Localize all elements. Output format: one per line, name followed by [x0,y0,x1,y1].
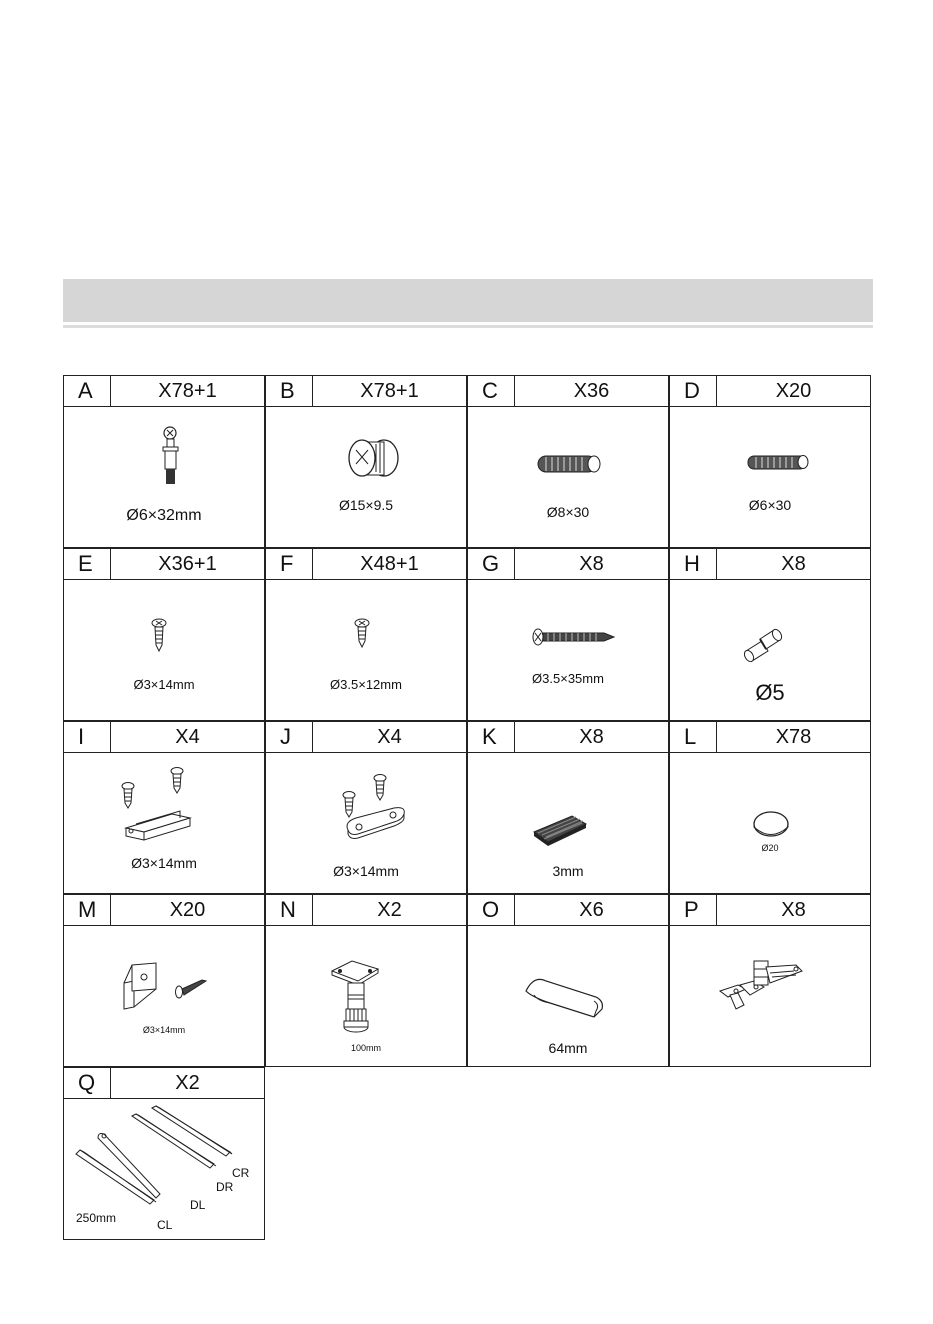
part-letter: G [468,549,515,579]
part-quantity: X20 [775,380,812,402]
part-letter: P [670,895,717,925]
part-e [63,548,265,721]
part-h [669,548,871,721]
part-f [265,548,467,721]
part-quantity: X8 [579,553,604,575]
part-quantity: X78+1 [158,380,217,402]
part-quantity: X8 [781,553,806,575]
part-size: Ø3.5×35mm [532,671,604,686]
part-k [467,721,669,894]
part-letter: L [670,722,717,752]
part-a [63,375,265,548]
part-quantity: X36 [573,380,610,402]
part-letter: Q [64,1068,111,1098]
part-q [63,1067,265,1240]
screw-icon [266,579,468,721]
part-l [669,721,871,894]
part-letter: B [266,376,313,406]
part-n [265,894,467,1067]
part-quantity: X20 [169,899,206,921]
part-quantity: X2 [175,1072,200,1094]
section-banner [63,279,873,322]
part-letter: I [64,722,111,752]
part-size: Ø3×14mm [142,1025,186,1035]
part-size: 100mm [350,1043,381,1053]
part-g [467,548,669,721]
part-quantity: X4 [377,726,402,748]
part-size: Ø5 [755,680,785,705]
part-d [669,375,871,548]
long-screw-icon [468,579,670,721]
part-size: Ø6×30 [748,497,792,513]
slide-label-dl: DL [190,1198,206,1212]
magnetic-catch-icon [64,752,266,894]
part-letter: F [266,549,313,579]
cover-cap-icon [670,752,872,894]
part-size: Ø8×30 [546,504,590,520]
bracket-icon [64,925,266,1067]
part-o [467,894,669,1067]
cam-lock-icon [266,406,468,548]
part-letter: N [266,895,313,925]
part-i [63,721,265,894]
part-letter: A [64,376,111,406]
part-p [669,894,871,1067]
slide-label-cl: CL [157,1218,173,1232]
part-size: Ø20 [761,843,779,853]
part-quantity: X2 [377,899,402,921]
part-m [63,894,265,1067]
part-letter: O [468,895,515,925]
part-size: Ø15×9.5 [338,497,394,513]
dowel-icon [670,406,872,548]
part-b [265,375,467,548]
banner-divider [63,325,873,328]
part-size: 64mm [548,1040,588,1056]
part-quantity: X4 [175,726,200,748]
part-letter: K [468,722,515,752]
part-size: 250mm [76,1211,117,1225]
part-letter: E [64,549,111,579]
part-quantity: X36+1 [158,553,217,575]
part-size: Ø3×14mm [131,855,197,871]
part-quantity: X78 [775,726,812,748]
hinge-icon [670,925,872,1067]
part-size: 3mm [552,863,584,879]
slide-label-cr: CR [232,1166,250,1180]
slide-label-dr: DR [216,1180,234,1194]
part-size: Ø6×32mm [126,507,202,524]
part-letter: D [670,376,717,406]
part-letter: C [468,376,515,406]
part-j [265,721,467,894]
screw-icon [64,579,266,721]
part-size: Ø3×14mm [133,677,195,692]
part-quantity: X8 [781,899,806,921]
part-letter: J [266,722,313,752]
part-quantity: X8 [579,726,604,748]
part-size: Ø3.5×12mm [330,677,402,692]
dowel-icon [468,406,670,548]
part-c [467,375,669,548]
part-size: Ø3×14mm [333,863,399,879]
part-quantity: X78+1 [360,380,419,402]
cam-bolt-icon [64,406,266,548]
part-quantity: X6 [579,899,604,921]
part-quantity: X48+1 [360,553,419,575]
part-letter: H [670,549,717,579]
part-letter: M [64,895,111,925]
